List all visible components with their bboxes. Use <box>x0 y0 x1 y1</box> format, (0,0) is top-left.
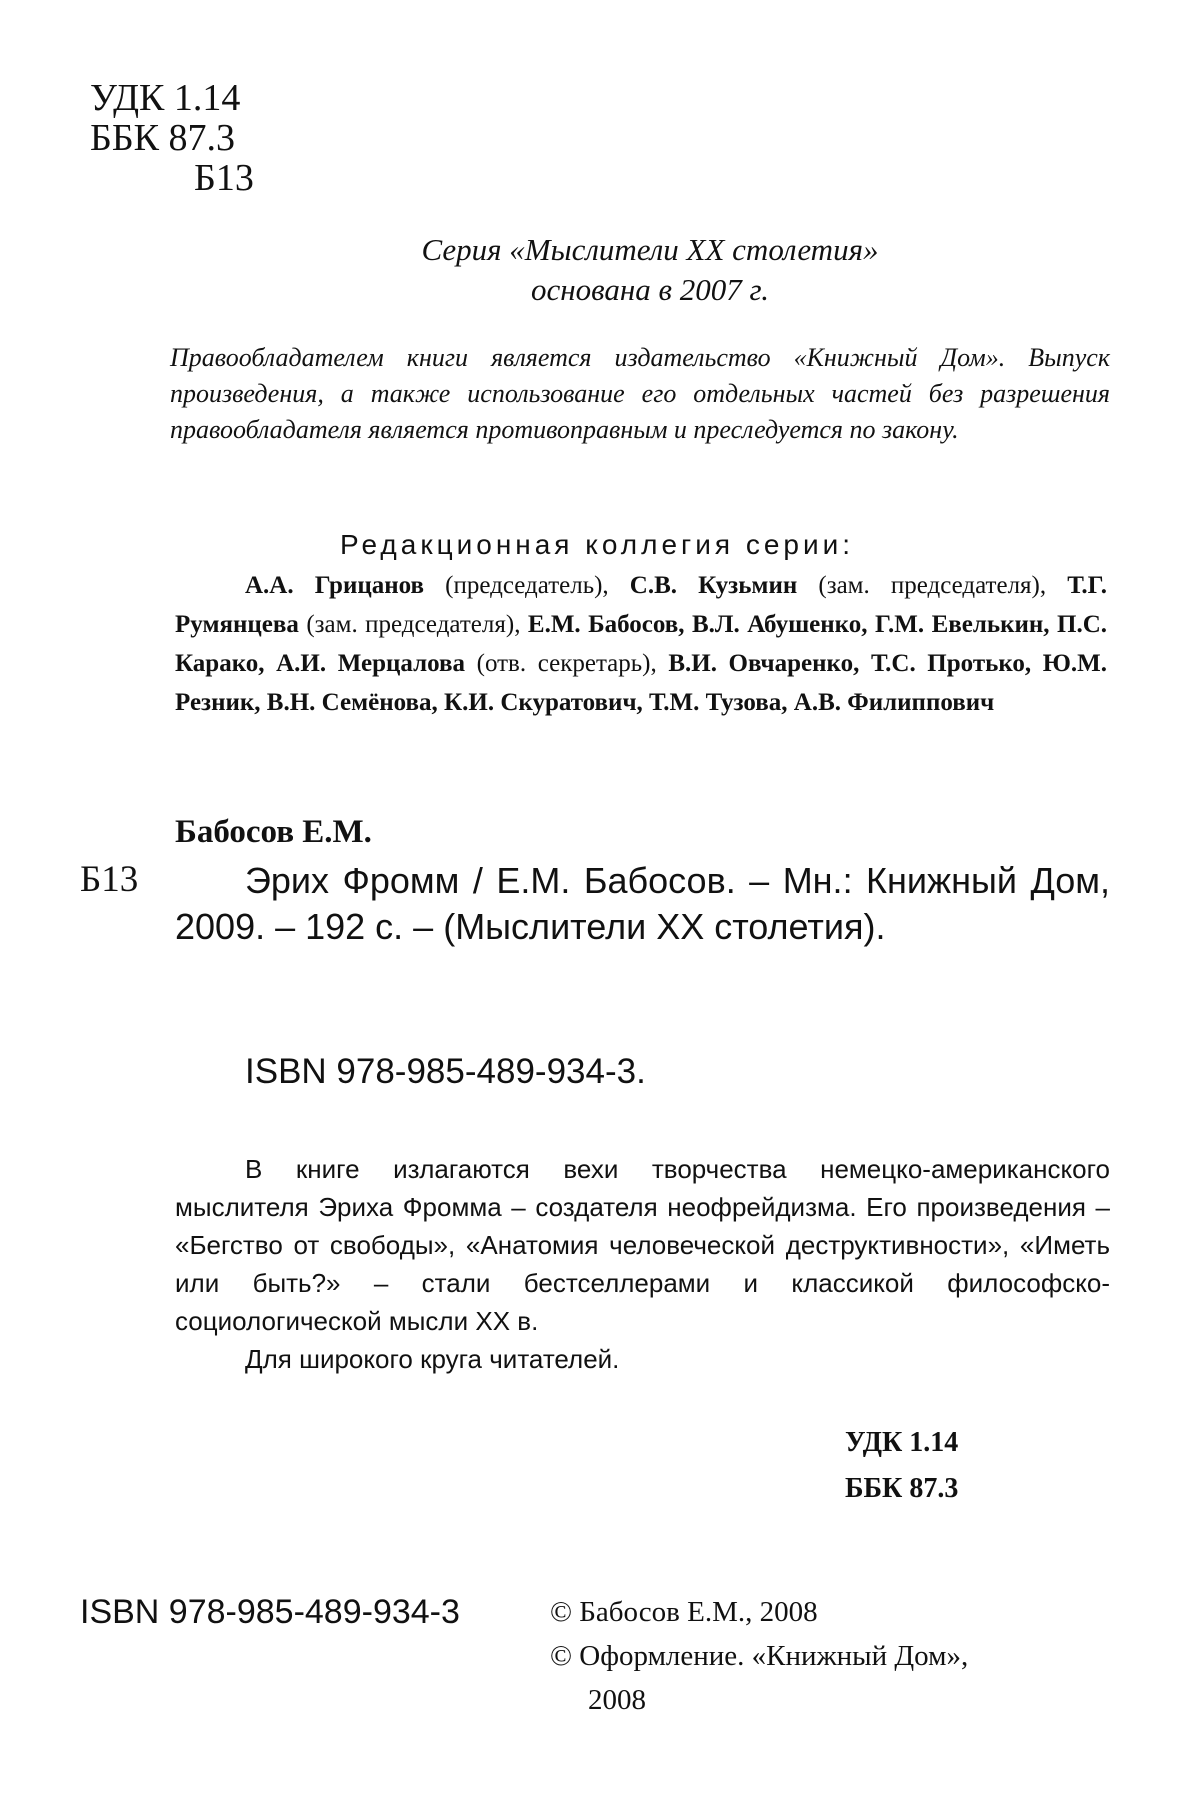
board-member-role: (зам. председателя), <box>797 572 1068 599</box>
classification-top <box>90 78 254 198</box>
bbk-code: ББК 87.3 <box>90 117 235 159</box>
catalog-author: Бабосов Е.М. <box>175 814 372 850</box>
annotation-audience: Для широкого круга читателей. <box>245 1344 620 1374</box>
catalog-code: Б13 <box>80 859 139 900</box>
copyright-author: © Бабосов Е.М., 2008 <box>550 1596 818 1628</box>
series-title: Серия «Мыслители XX столетия» <box>421 232 879 267</box>
udk-code: УДК 1.14 <box>845 1427 959 1458</box>
copyright-design: © Оформление. «Книжный Дом», <box>550 1640 969 1672</box>
udk-code: УДК 1.14 <box>90 77 241 119</box>
board-member-name: Е.М. Бабосов, <box>527 611 685 638</box>
board-member-role: (председатель), <box>424 572 630 599</box>
copyright-design-year: 2008 <box>588 1684 646 1716</box>
editorial-board-list <box>175 566 1107 722</box>
annotation-text: В книге излагаются вехи творчества немецко-американского мыслителя Эриха Фромма – создателя неофрейдизма. Его произведения – «Бегство от свободы», «Анатомия человеческой деструктивности», «Иметь или быть?» – стали бестселлерами и классикой философско-социологической мысли XX в. <box>175 1154 1110 1336</box>
bibliographic-description <box>175 858 1110 950</box>
board-member-name: В.И. Овчаренко, Т.С. Протько, Ю.М. Резник, В.Н. Семёнова, К.И. Скуратович, Т.М. Тузова, А.В. Филиппович <box>175 650 1107 716</box>
copyright-block <box>550 1590 1110 1722</box>
rights-notice: Правообладателем книги является издательство «Книжный Дом». Выпуск произведения, а также использование его отдельных частей без разрешения правообладателя является противоправным и преследуется по закону. <box>170 343 1110 444</box>
board-member-role <box>685 611 692 638</box>
board-member-name: В.Л. Абушенко, Г.М. Евелькин, П.С. Карако, А.И. Мерцалова <box>175 611 1107 677</box>
bibliographic-text: Эрих Фромм / Е.М. Бабосов. – Мн.: Книжный Дом, 2009. – 192 с. – (Мыслители XX столетия). <box>175 860 1110 947</box>
board-member-role: (зам. председателя), <box>298 611 528 638</box>
catalog-isbn: ISBN 978-985-489-934-3. <box>245 1052 646 1091</box>
board-member-name: А.А. Грицанов <box>245 572 425 599</box>
author-mark: Б13 <box>194 157 254 199</box>
editorial-board-heading: Редакционная коллегия серии: <box>340 529 855 560</box>
annotation <box>175 1150 1110 1378</box>
imprint-isbn: ISBN 978-985-489-934-3 <box>80 1593 460 1631</box>
series-note <box>250 230 1050 310</box>
classification-bottom <box>845 1420 958 1512</box>
board-member-name: С.В. Кузьмин <box>629 572 798 599</box>
series-founded: основана в 2007 г. <box>531 272 769 307</box>
board-member-name: Т.Г. Румянцева <box>175 572 1107 638</box>
board-member-role: (отв. секретарь), <box>465 650 669 677</box>
bbk-code: ББК 87.3 <box>845 1473 959 1504</box>
